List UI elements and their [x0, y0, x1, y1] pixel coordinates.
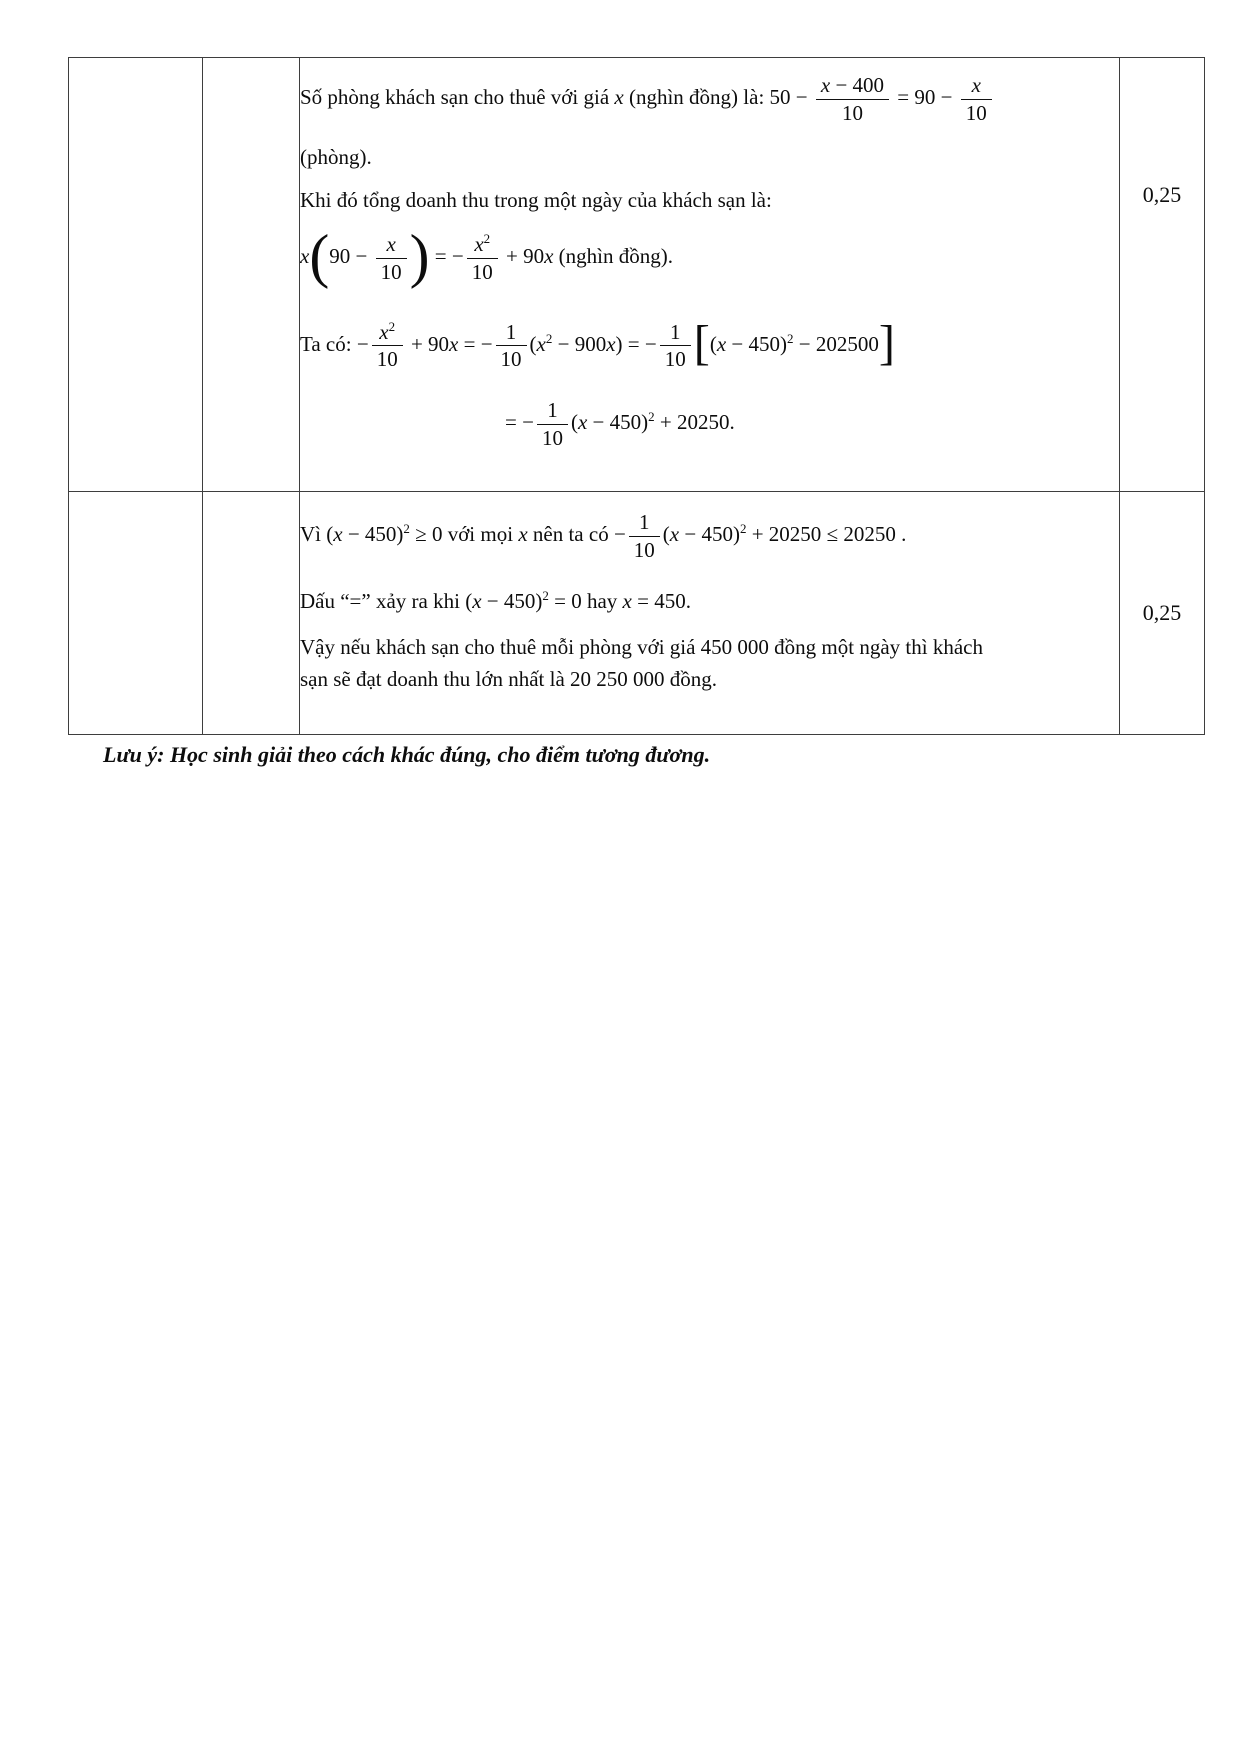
math-variable: x [472, 588, 482, 613]
math-text: ( [662, 522, 670, 547]
empty-cell-part [203, 58, 300, 492]
formula-room-count [300, 72, 1119, 127]
math-text: 10 [380, 259, 402, 284]
grading-rubric-table [68, 57, 1205, 735]
math-text: 1 [669, 319, 681, 344]
conclusion-paragraph [300, 631, 1119, 695]
math-text: ≥ 0 với mọi [409, 522, 519, 547]
conclusion-line-1: Vậy nếu khách sạn cho thuê mỗi phòng với giá 450 000 đồng một ngày thì khách [300, 634, 983, 659]
footer-note: Lưu ý: Học sinh giải theo cách khác đúng, cho điểm tương đương. [103, 742, 711, 767]
math-variable: x [614, 85, 624, 110]
math-text: 1 [547, 398, 558, 423]
math-text: Dấu “=” xảy ra khi ( [300, 588, 473, 613]
math-text: Ta có: − [300, 331, 369, 356]
math-text: − 900 [552, 331, 607, 356]
formula-equality-case [300, 588, 1119, 614]
fraction [816, 72, 889, 127]
math-text: (nghìn đồng). [553, 243, 673, 268]
math-text: 1 [639, 510, 650, 534]
math-text: 10 [376, 347, 398, 372]
score-cell-1 [1120, 58, 1205, 492]
math-text: = 90 − [892, 85, 958, 110]
math-text: ( [529, 331, 537, 356]
fraction [496, 319, 527, 374]
superscript: 2 [739, 521, 747, 537]
math-variable: x [669, 522, 680, 547]
conclusion-line-2: sạn sẽ đạt doanh thu lớn nhất là 20 250 000 đồng. [300, 666, 718, 691]
math-text: ) = − [615, 331, 657, 356]
math-variable: x [449, 331, 459, 356]
math-variable: x [518, 522, 528, 547]
math-variable: x [716, 331, 727, 356]
math-text: 10 [471, 259, 493, 284]
math-text: − 202500 [793, 331, 879, 356]
math-variable: x [606, 331, 616, 356]
text-revenue-intro: Khi đó tổng doanh thu trong một ngày của khách sạn là: [300, 187, 772, 212]
solution-cell-1 [300, 58, 1120, 492]
fraction [961, 72, 992, 127]
superscript: 2 [545, 330, 553, 346]
math-text: − 450) [587, 410, 649, 435]
math-text: − 400 [830, 73, 885, 97]
math-text: + 90 [405, 331, 450, 356]
solution-cell-2 [300, 492, 1120, 735]
score-value: 0,25 [1142, 600, 1182, 625]
math-text: + 90 [500, 243, 545, 268]
score-value: 0,25 [1142, 182, 1182, 207]
math-text: (nghìn đồng) là: 50 − [623, 85, 813, 110]
empty-cell-part [203, 492, 300, 735]
formula-inequality [300, 509, 1119, 564]
math-text: − 450) [679, 522, 740, 547]
math-variable: x [379, 319, 389, 344]
math-variable: x [333, 522, 343, 547]
superscript: 2 [403, 521, 410, 537]
math-text: nên ta có − [527, 522, 626, 547]
math-variable: x [386, 231, 396, 256]
math-text: = 450. [631, 588, 691, 613]
math-text: − 450) [481, 588, 543, 613]
math-text: 1 [505, 319, 517, 344]
math-text: 90 − [329, 243, 373, 268]
rubric-row-2 [69, 492, 1205, 735]
math-text: = − [458, 331, 493, 356]
math-text: ( [709, 331, 717, 356]
math-text: 10 [541, 426, 563, 451]
empty-cell-question [69, 492, 203, 735]
text-phong: (phòng). [300, 144, 372, 169]
math-variable: x [474, 231, 484, 256]
fraction [629, 509, 660, 564]
math-text: + 20250. [654, 410, 735, 435]
fraction [660, 319, 691, 374]
fraction [372, 319, 403, 374]
superscript: 2 [542, 587, 549, 603]
math-text: − 450) [726, 331, 787, 356]
math-variable: x [536, 331, 546, 356]
math-text: 10 [841, 100, 863, 125]
math-text: = 0 hay [548, 588, 623, 613]
math-text: = − [429, 243, 464, 268]
fraction [537, 397, 568, 452]
math-variable: x [820, 73, 831, 97]
math-variable: x [622, 588, 632, 613]
math-variable: x [577, 410, 588, 435]
formula-completing-square: Ta có: − $\frac{x^2}{10}$ + 90x = − $\frac{1}{10}$ $(x^2 - 900x)$ = − $\frac{1}{10}$ $[(x - 450)^2 - 202500]$ [300, 316, 895, 372]
empty-cell-question [69, 58, 203, 492]
math-text: − 450) [342, 522, 404, 547]
superscript: 2 [483, 230, 491, 246]
score-cell-2 [1120, 492, 1205, 735]
superscript: 2 [787, 330, 794, 346]
math-text: Vì ( [300, 522, 334, 547]
formula-revenue: x(90 − $\frac{x}{10}$ ) = − $\frac{x^2}{10}$ + 90x (nghìn đồng). [300, 223, 673, 290]
rubric-row-1 [69, 58, 1205, 492]
math-variable: x [971, 73, 981, 97]
superscript: 2 [648, 409, 655, 425]
math-text: 10 [965, 100, 987, 125]
superscript: 2 [388, 318, 396, 334]
math-variable: x [300, 243, 310, 268]
math-text: Số phòng khách sạn cho thuê với giá [300, 85, 615, 110]
fraction [467, 231, 498, 286]
math-text: ( [570, 410, 578, 435]
math-text: + 20250 ≤ 20250 . [746, 522, 907, 547]
formula-vertex-form [505, 397, 1119, 452]
math-text: 10 [500, 347, 522, 372]
math-text: 10 [633, 537, 655, 562]
fraction [376, 231, 407, 286]
math-variable: x [544, 243, 554, 268]
math-text: = − [505, 410, 534, 435]
math-text: 10 [664, 347, 686, 372]
